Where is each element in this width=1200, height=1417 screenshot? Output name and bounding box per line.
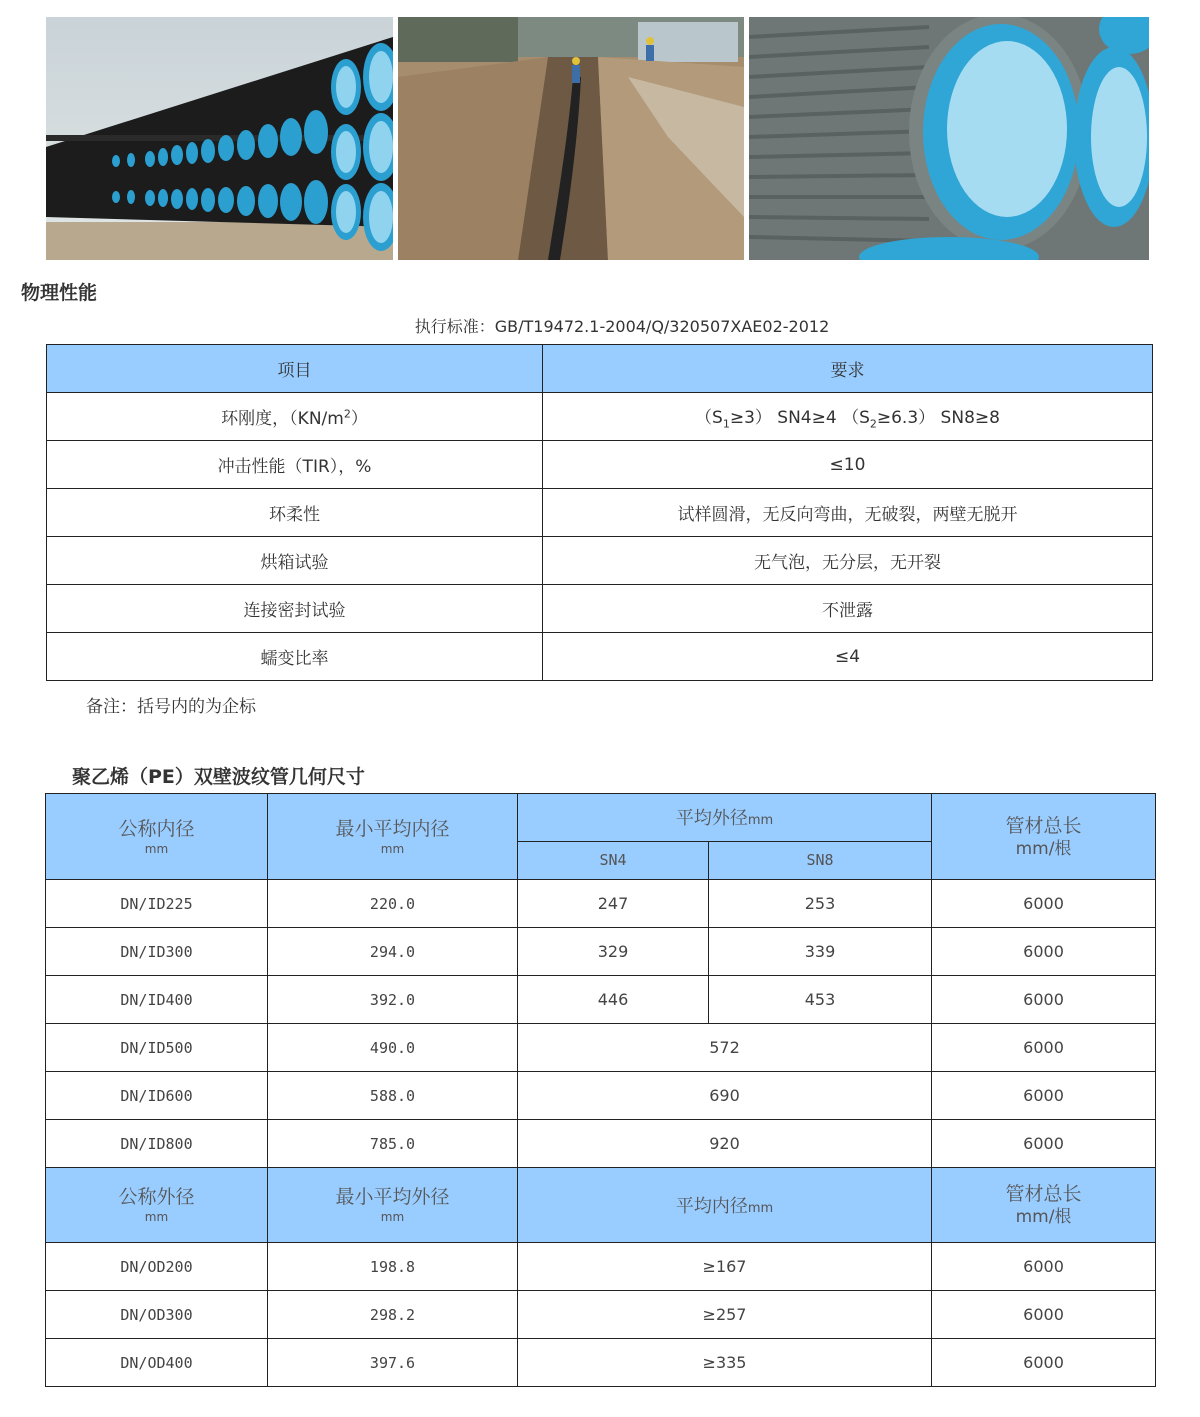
table-row [47, 633, 1153, 681]
requirement-cell: $(S_1\ge 3)$ SN4≥4 $(S_2\ge 6.3)$ SN8≥8 [543, 393, 1153, 441]
sn4-cell: 446 [518, 976, 709, 1024]
length-cell: 6000 [932, 1243, 1156, 1291]
sn8-cell: 253 [709, 880, 932, 928]
header-min-mean-id: 最小平均内径 mm [268, 794, 518, 880]
header-requirement: 要求 [543, 345, 1153, 393]
physical-properties-title: 物理性能 [21, 282, 98, 304]
item-cell: 蠕变比率 [47, 633, 543, 681]
table-row [47, 441, 1153, 489]
length-cell: 6000 [932, 880, 1156, 928]
requirement-cell: ≤10 [543, 441, 1153, 489]
min-cell: 397.6 [268, 1339, 518, 1387]
table-row [46, 1024, 1156, 1072]
table-header-row [47, 345, 1153, 393]
min-cell: 294.0 [268, 928, 518, 976]
header-nominal-od: 公称外径 mm [46, 1168, 268, 1243]
stacked-pipes-photo [46, 17, 393, 260]
length-cell: 6000 [932, 976, 1156, 1024]
min-cell: 298.2 [268, 1291, 518, 1339]
table-header-row [46, 1168, 1156, 1243]
dn-cell: DN/ID400 [46, 976, 268, 1024]
dn-cell: DN/ID225 [46, 880, 268, 928]
item-cell: 环柔性 [47, 489, 543, 537]
table-row [46, 1072, 1156, 1120]
table-row [46, 1291, 1156, 1339]
min-cell: 392.0 [268, 976, 518, 1024]
table-row [46, 1339, 1156, 1387]
dimensions-title: 聚乙烯（PE）双壁波纹管几何尺寸 [72, 766, 365, 788]
requirement-cell: 无气泡，无分层，无开裂 [543, 537, 1153, 585]
table-row [46, 1120, 1156, 1168]
length-cell: 6000 [932, 1072, 1156, 1120]
dn-cell: DN/ID800 [46, 1120, 268, 1168]
length-cell: 6000 [932, 928, 1156, 976]
trench-installation-photo [398, 17, 744, 260]
table-row [46, 880, 1156, 928]
header-mean-id: 平均内径mm [518, 1168, 932, 1243]
id-cell: ≥167 [518, 1243, 932, 1291]
footnote: 备注：括号内的为企标 [86, 697, 256, 717]
header-sn4: SN4 [518, 841, 709, 879]
item-cell: 烘箱试验 [47, 537, 543, 585]
header-total-length: 管材总长 mm/根 [932, 1168, 1156, 1243]
table-row [47, 393, 1153, 441]
dn-cell: DN/OD400 [46, 1339, 268, 1387]
table-row [47, 585, 1153, 633]
table-row [46, 976, 1156, 1024]
dn-cell: DN/ID300 [46, 928, 268, 976]
item-cell: 环刚度，$(KN/m^2)$ [47, 393, 543, 441]
min-cell: 220.0 [268, 880, 518, 928]
sn4-cell: 247 [518, 880, 709, 928]
min-cell: 490.0 [268, 1024, 518, 1072]
dn-cell: DN/OD200 [46, 1243, 268, 1291]
dn-cell: DN/OD300 [46, 1291, 268, 1339]
length-cell: 6000 [932, 1339, 1156, 1387]
requirement-cell: 试样圆滑，无反向弯曲，无破裂，两壁无脱开 [543, 489, 1153, 537]
od-cell: 572 [518, 1024, 932, 1072]
standard-text: 执行标准：GB/T19472.1-2004/Q/320507XAE02-2012 [414, 317, 830, 336]
id-cell: ≥335 [518, 1339, 932, 1387]
sn8-cell: 339 [709, 928, 932, 976]
table-row [46, 1243, 1156, 1291]
item-cell: 冲击性能（TIR），% [47, 441, 543, 489]
item-cell: 连接密封试验 [47, 585, 543, 633]
length-cell: 6000 [932, 1120, 1156, 1168]
dimensions-table [45, 793, 1156, 1387]
header-total-length: 管材总长 mm/根 [932, 794, 1156, 880]
table-row [47, 537, 1153, 585]
header-sn8: SN8 [709, 841, 932, 879]
dn-cell: DN/ID500 [46, 1024, 268, 1072]
table-row [46, 928, 1156, 976]
min-cell: 588.0 [268, 1072, 518, 1120]
length-cell: 6000 [932, 1291, 1156, 1339]
requirement-cell: 不泄露 [543, 585, 1153, 633]
physical-properties-table [46, 344, 1153, 681]
min-cell: 785.0 [268, 1120, 518, 1168]
od-cell: 920 [518, 1120, 932, 1168]
id-cell: ≥257 [518, 1291, 932, 1339]
requirement-cell: ≤4 [543, 633, 1153, 681]
header-min-mean-od: 最小平均外径 mm [268, 1168, 518, 1243]
table-row [47, 489, 1153, 537]
pipe-closeup-photo [749, 17, 1149, 260]
dn-cell: DN/ID600 [46, 1072, 268, 1120]
length-cell: 6000 [932, 1024, 1156, 1072]
od-cell: 690 [518, 1072, 932, 1120]
photo-strip [46, 17, 1149, 260]
min-cell: 198.8 [268, 1243, 518, 1291]
header-mean-od: 平均外径mm [518, 794, 932, 842]
sn8-cell: 453 [709, 976, 932, 1024]
sn4-cell: 329 [518, 928, 709, 976]
header-nominal-id: 公称内径 mm [46, 794, 268, 880]
header-item: 项目 [47, 345, 543, 393]
table-header-row [46, 794, 1156, 842]
